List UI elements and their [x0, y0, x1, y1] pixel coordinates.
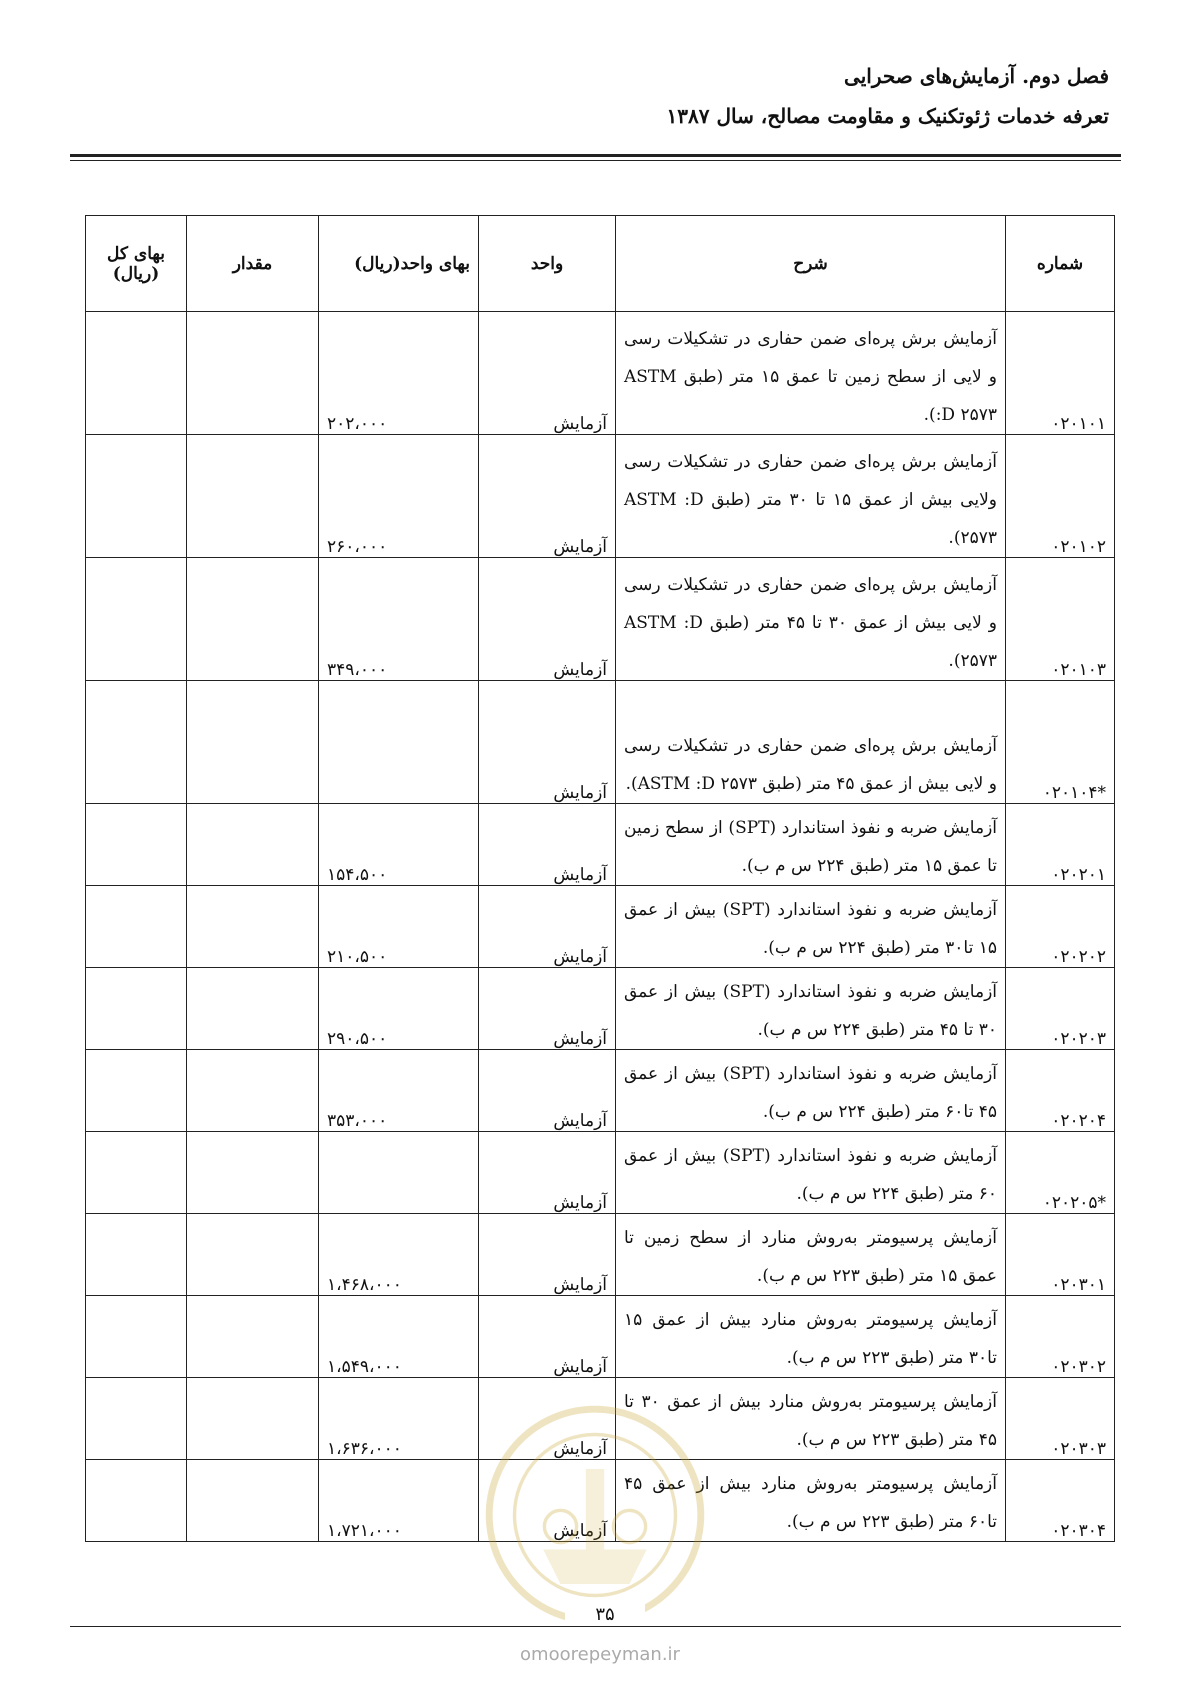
table-row: [86, 804, 1115, 886]
row-description: آزمایش برش پره‌ای ضمن حفاری در تشکیلات رسی ولایی بیش از عمق ۱۵ تا ۳۰ متر (طبق ASTM :D ۲۵۷۳).: [616, 435, 1006, 558]
row-number: *۰۲۰۱۰۴: [1006, 681, 1115, 804]
row-total-price: [86, 1378, 187, 1460]
row-unit: آزمایش: [479, 886, 616, 968]
row-description: آزمایش ضربه و نفوذ استاندارد (SPT) بیش از عمق ۶۰ متر (طبق ۲۲۴ س م ب).: [616, 1132, 1006, 1214]
row-number: *۰۲۰۲۰۵: [1006, 1132, 1115, 1214]
row-total-price: [86, 435, 187, 558]
footer-divider: [70, 1626, 1121, 1627]
seal-logo-icon: [480, 1400, 710, 1630]
row-total-price: [86, 886, 187, 968]
table-row: [86, 1050, 1115, 1132]
row-unit-price: ۲۶۰،۰۰۰: [319, 435, 479, 558]
column-header-quantity: مقدار: [187, 216, 319, 312]
row-total-price: [86, 1214, 187, 1296]
row-number: ۰۲۰۳۰۱: [1006, 1214, 1115, 1296]
row-unit-price: ۲۰۲،۰۰۰: [319, 312, 479, 435]
row-unit: آزمایش: [479, 968, 616, 1050]
row-total-price: [86, 1460, 187, 1542]
row-unit: آزمایش: [479, 435, 616, 558]
table-row: [86, 312, 1115, 435]
row-unit-price: ۱،۵۴۹،۰۰۰: [319, 1296, 479, 1378]
row-number: ۰۲۰۱۰۲: [1006, 435, 1115, 558]
table-row: [86, 558, 1115, 681]
row-description: آزمایش برش پره‌ای ضمن حفاری در تشکیلات رسی و لایی بیش از عمق ۳۰ تا ۴۵ متر (طبق ASTM :D ۲۵۷۳).: [616, 558, 1006, 681]
row-quantity: [187, 886, 319, 968]
row-number: ۰۲۰۳۰۳: [1006, 1378, 1115, 1460]
page-number: ۳۵: [565, 1604, 645, 1625]
row-total-price: [86, 804, 187, 886]
row-total-price: [86, 1050, 187, 1132]
row-quantity: [187, 968, 319, 1050]
row-number: ۰۲۰۲۰۴: [1006, 1050, 1115, 1132]
row-number: ۰۲۰۲۰۲: [1006, 886, 1115, 968]
page-subtitle: تعرفه خدمات ژئوتکنیک و مقاومت مصالح، سال ۱۳۸۷: [666, 104, 1109, 128]
row-quantity: [187, 1460, 319, 1542]
row-description: آزمایش ضربه و نفوذ استاندارد (SPT) بیش از عمق ۱۵ تا۳۰ متر (طبق ۲۲۴ س م ب).: [616, 886, 1006, 968]
row-unit: آزمایش: [479, 1460, 616, 1542]
row-description: آزمایش پرسیومتر به‌روش منارد بیش از عمق ۳۰ تا ۴۵ متر (طبق ۲۲۳ س م ب).: [616, 1378, 1006, 1460]
row-unit-price: ۳۵۳،۰۰۰: [319, 1050, 479, 1132]
row-description: آزمایش پرسیومتر به‌روش منارد بیش از عمق ۱۵ تا۳۰ متر (طبق ۲۲۳ س م ب).: [616, 1296, 1006, 1378]
row-quantity: [187, 804, 319, 886]
row-description: آزمایش برش پره‌ای ضمن حفاری در تشکیلات رسی و لایی بیش از عمق ۴۵ متر (طبق ASTM :D ۲۵۷۳).: [616, 681, 1006, 804]
row-description: آزمایش پرسیومتر به‌روش منارد بیش از عمق ۴۵ تا۶۰ متر (طبق ۲۲۳ س م ب).: [616, 1460, 1006, 1542]
row-description: آزمایش ضربه و نفوذ استاندارد (SPT) بیش از عمق ۳۰ تا ۴۵ متر (طبق ۲۲۴ س م ب).: [616, 968, 1006, 1050]
row-total-price: [86, 1296, 187, 1378]
row-unit-price: [319, 1132, 479, 1214]
row-description: آزمایش ضربه و نفوذ استاندارد (SPT) از سطح زمین تا عمق ۱۵ متر (طبق ۲۲۴ س م ب).: [616, 804, 1006, 886]
header-divider: [70, 154, 1121, 157]
row-number: ۰۲۰۳۰۴: [1006, 1460, 1115, 1542]
row-unit-price: ۳۴۹،۰۰۰: [319, 558, 479, 681]
row-quantity: [187, 312, 319, 435]
row-description: آزمایش برش پره‌ای ضمن حفاری در تشکیلات رسی و لایی از سطح زمین تا عمق ۱۵ متر (طبق ASTM :D ۲۵۷۳).: [616, 312, 1006, 435]
watermark-site: omoorepeyman.ir: [520, 1644, 680, 1665]
row-unit: آزمایش: [479, 558, 616, 681]
table-row: [86, 435, 1115, 558]
row-unit: آزمایش: [479, 312, 616, 435]
row-quantity: [187, 681, 319, 804]
row-unit-price: [319, 681, 479, 804]
table-row: [86, 1132, 1115, 1214]
row-number: ۰۲۰۱۰۱: [1006, 312, 1115, 435]
row-number: ۰۲۰۳۰۲: [1006, 1296, 1115, 1378]
column-header-number: شماره: [1006, 216, 1115, 312]
column-header-total-price: بهای کل (ریال): [86, 216, 187, 312]
tariff-table: [85, 215, 1115, 1542]
row-total-price: [86, 558, 187, 681]
row-unit-price: ۱۵۴،۵۰۰: [319, 804, 479, 886]
column-header-unit: واحد: [479, 216, 616, 312]
row-total-price: [86, 312, 187, 435]
row-number: ۰۲۰۲۰۳: [1006, 968, 1115, 1050]
row-unit: آزمایش: [479, 1050, 616, 1132]
row-unit: آزمایش: [479, 1214, 616, 1296]
row-number: ۰۲۰۲۰۱: [1006, 804, 1115, 886]
row-description: آزمایش ضربه و نفوذ استاندارد (SPT) بیش از عمق ۴۵ تا۶۰ متر (طبق ۲۲۴ س م ب).: [616, 1050, 1006, 1132]
row-quantity: [187, 1214, 319, 1296]
row-quantity: [187, 1296, 319, 1378]
column-header-unit-price: بهای واحد(ریال): [319, 216, 479, 312]
page-title: فصل دوم. آزمایش‌های صحرایی: [844, 64, 1109, 88]
table-row: [86, 886, 1115, 968]
row-unit-price: ۲۹۰،۵۰۰: [319, 968, 479, 1050]
row-total-price: [86, 681, 187, 804]
row-quantity: [187, 1132, 319, 1214]
row-unit: آزمایش: [479, 681, 616, 804]
table-body: [86, 312, 1115, 1542]
row-quantity: [187, 435, 319, 558]
row-unit: آزمایش: [479, 1132, 616, 1214]
row-quantity: [187, 558, 319, 681]
row-unit: آزمایش: [479, 804, 616, 886]
row-description: آزمایش پرسیومتر به‌روش منارد از سطح زمین تا عمق ۱۵ متر (طبق ۲۲۳ س م ب).: [616, 1214, 1006, 1296]
row-total-price: [86, 1132, 187, 1214]
table-row: [86, 681, 1115, 804]
row-unit: آزمایش: [479, 1378, 616, 1460]
row-unit-price: ۱،۶۳۶،۰۰۰: [319, 1378, 479, 1460]
row-quantity: [187, 1378, 319, 1460]
row-number: ۰۲۰۱۰۳: [1006, 558, 1115, 681]
row-unit-price: ۲۱۰،۵۰۰: [319, 886, 479, 968]
table-header-row: [86, 216, 1115, 312]
table-row: [86, 1296, 1115, 1378]
table-row: [86, 1214, 1115, 1296]
column-header-description: شرح: [616, 216, 1006, 312]
row-total-price: [86, 968, 187, 1050]
header-divider-thin: [70, 160, 1121, 161]
row-unit-price: ۱،۷۲۱،۰۰۰: [319, 1460, 479, 1542]
table-row: [86, 968, 1115, 1050]
row-unit: آزمایش: [479, 1296, 616, 1378]
row-quantity: [187, 1050, 319, 1132]
row-unit-price: ۱،۴۶۸،۰۰۰: [319, 1214, 479, 1296]
